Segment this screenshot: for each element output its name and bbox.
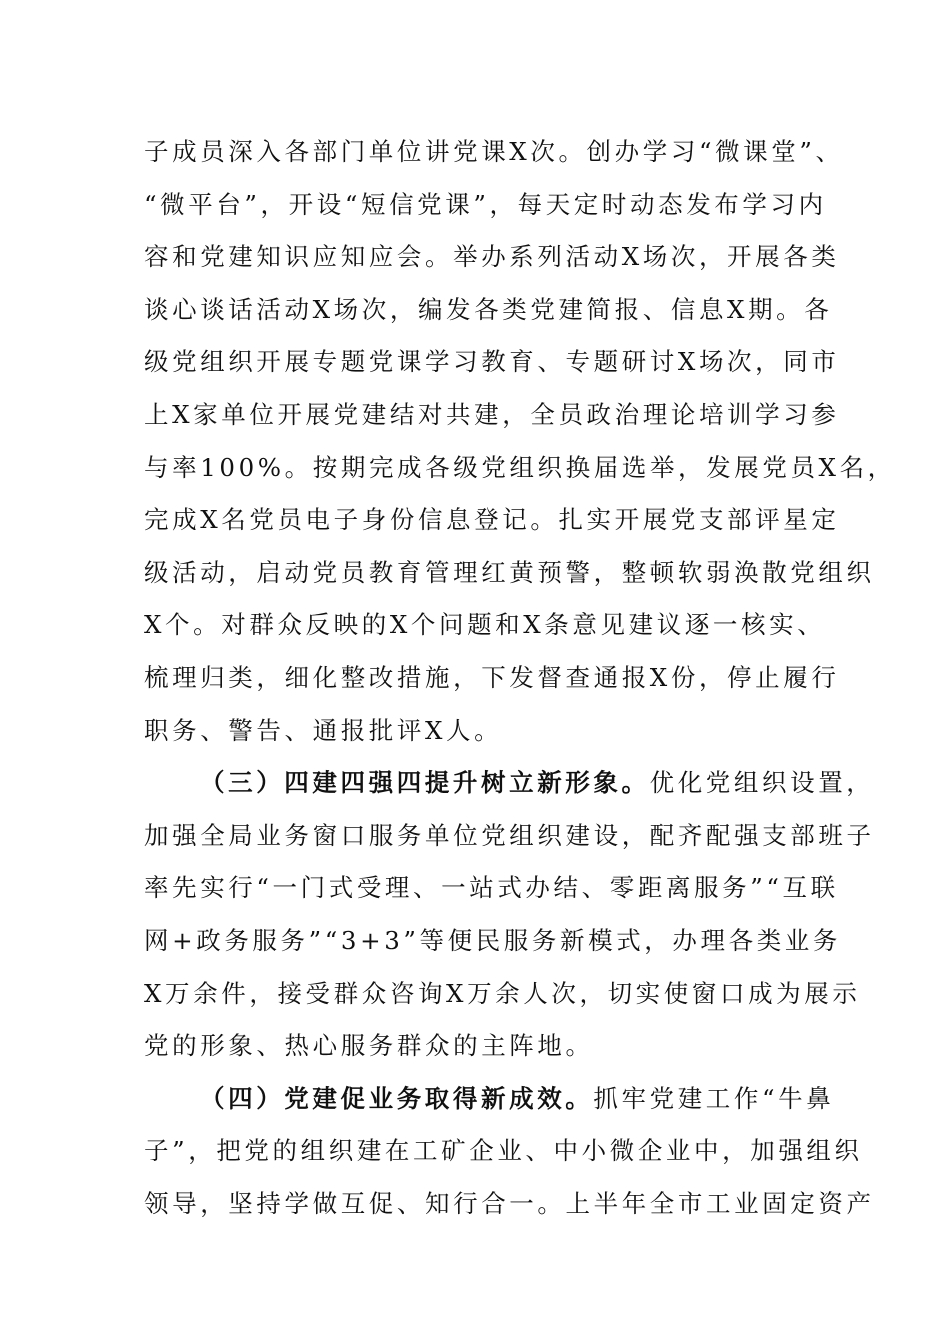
text-line-first [144,1073,835,1126]
paragraph-3 [144,1073,875,1231]
text-line: X万余件，接受群众咨询X万余人次，切实使窗口成为展示 [144,978,861,1008]
text-line: 与率100%。按期完成各级党组织换届选举，发展党员X名， [144,452,896,482]
text-line: 党的形象、热心服务群众的主阵地。 [144,1031,594,1061]
paragraph-2 [144,757,875,1073]
text-line: 率先实行“一门式受理、一站式办结、零距离服务”“互联 [144,873,839,903]
text-line: “微平台”，开设“短信党课”，每天定时动态发布学习内 [144,189,827,219]
text-line: 子成员深入各部门单位讲党课X次。创办学习“微课堂”、 [144,137,844,166]
text-run: 优化党组织设置， [649,768,875,798]
text-line: X个。对群众反映的X个问题和X条意见建议逐一核实、 [144,610,826,640]
text-line-first [144,757,875,810]
text-line: 职务、警告、通报批评X人。 [144,715,503,745]
text-line: 上X家单位开展党建结对共建，全员政治理论培训学习参 [144,399,840,429]
text-line: 级党组织开展专题党课学习教育、专题研讨X场次，同市 [144,347,840,377]
text-line: 容和党建知识应知应会。举办系列活动X场次，开展各类 [144,242,840,272]
text-line: 网+政务服务”“3+3”等便民服务新模式，办理各类业务 [144,925,842,955]
document-body [144,126,896,1230]
text-line: 领导，坚持学做互促、知行合一。上半年全市工业固定资产 [144,1188,875,1218]
text-line: 完成X名党员电子身份信息登记。扎实开展党支部评星定 [144,505,840,535]
section-heading: （四）党建促业务取得新成效。 [200,1083,594,1113]
paragraph-1 [144,126,896,757]
text-line: 级活动，启动党员教育管理红黄预警，整顿软弱涣散党组织 [144,557,875,587]
text-line: 加强全局业务窗口服务单位党组织建设，配齐配强支部班子 [144,820,875,850]
text-line: 梳理归类，细化整改措施，下发督查通报X份，停止履行 [144,662,840,692]
text-line: 谈心谈话活动X场次，编发各类党建简报、信息X期。各 [144,294,833,324]
text-run: 抓牢党建工作“牛鼻 [593,1083,835,1113]
text-line: 子”，把党的组织建在工矿企业、中小微企业中，加强组织 [144,1136,863,1166]
section-heading: （三）四建四强四提升树立新形象。 [200,768,650,798]
